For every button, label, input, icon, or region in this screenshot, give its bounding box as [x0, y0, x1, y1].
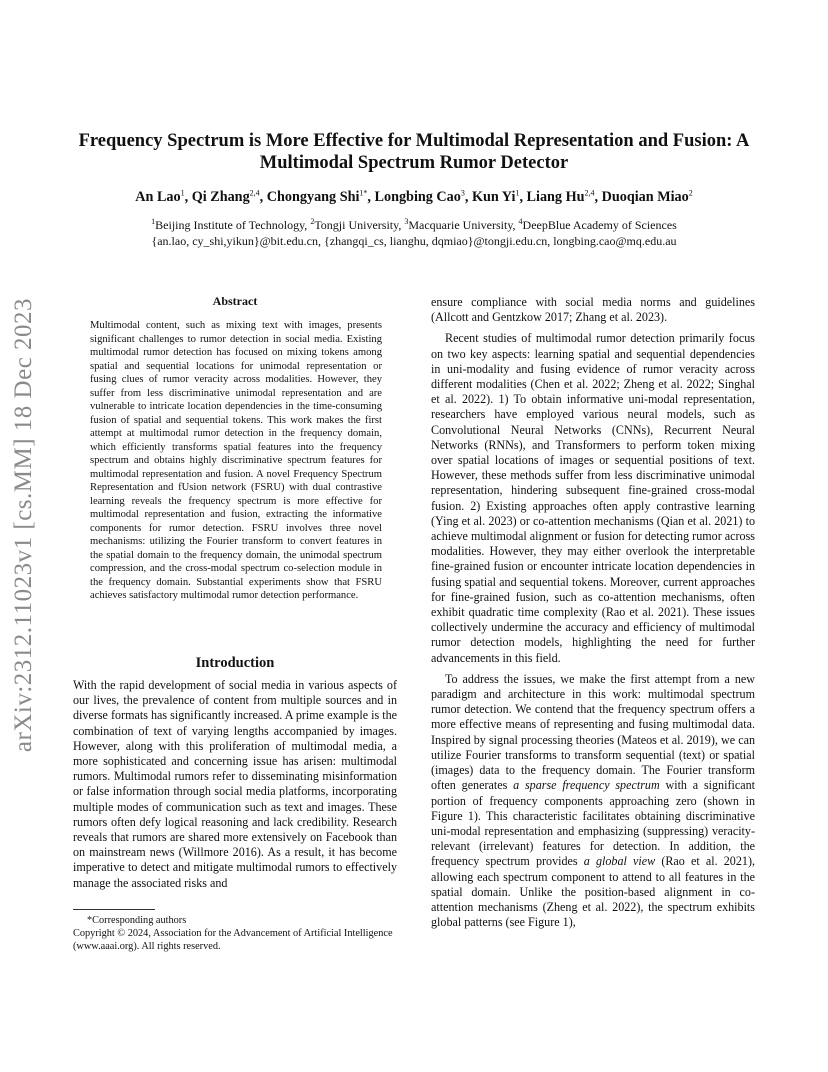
- author-name: Qi Zhang$^{2,4}$: [191, 188, 260, 205]
- author-name: Kun Yi$^1$: [471, 188, 520, 205]
- author-affiliation-mark: 3: [460, 188, 465, 198]
- author-list: An Lao$^1$, Qi Zhang$^{2,4}$, Chongyang Shi$^{1*}$, Longbing Cao$^3$, Kun Yi$^1$, Liang Hu$^{2,4}$, Duoqian Miao$^2$: [135, 188, 693, 205]
- para3-part-b: with a significant portion of frequency components approaching zero (shown in Figure 1). This characteristic facilitates obtaining discriminative uni-modal representation and emphasizing (suppressing) veracity-relevant (irrelevant) features for detection. In addition, the frequency spectrum provides: [431, 778, 755, 869]
- author-affiliation-mark: 2,4: [584, 188, 595, 198]
- author-affiliation-mark: 2: [688, 188, 693, 198]
- introduction-heading: Introduction: [195, 655, 275, 671]
- author-affiliation-mark: 1: [515, 188, 520, 198]
- author-name: An Lao$^1$: [135, 188, 185, 205]
- arxiv-identifier: arXiv:2312.11023v1 [cs.MM] 18 Dec 2023: [10, 297, 37, 753]
- para3-part-c: (Rao et al. 2021), allowing each spectrum component to attend to all features in the spatial domain. Unlike the position-based alignment in co-attention mechanisms (Zheng et al. 2022), the spectrum exhibits global patterns (see Figure 1),: [431, 854, 755, 930]
- affiliation-name: Macquarie University,: [408, 218, 519, 232]
- affiliations: [60, 217, 768, 249]
- author-affiliation-mark: 1*: [359, 188, 368, 198]
- email-line: {an.lao, cy_shi,yikun}@bit.edu.cn, {zhangqi_cs, lianghu, dqmiao}@tongji.edu.cn, longbing.cao@mq.edu.au: [151, 234, 677, 248]
- footnote-area: [73, 914, 397, 953]
- author-affiliation-mark: 1: [180, 188, 185, 198]
- affiliation-mark: 2: [310, 217, 315, 226]
- author-name: Liang Hu$^{2,4}$: [526, 188, 595, 205]
- affiliation-mark: 3: [404, 217, 409, 226]
- right-column: [431, 295, 755, 930]
- right-paragraph-2: Recent studies of multimodal rumor detection primarily focus on two key aspects: learning spatial and sequential dependencies in uni-modality and fusing evidence of rumor veracity across different modalities (Chen et al. 2022; Zheng et al. 2022; Singhal et al. 2022). 1) To obtain informative uni-modal representation, researchers have employed various neural models, such as Convolutional Neural Networks (CNNs), Recurrent Neural Networks (RNNs), and Transformers to perform token mixing over spatial locations of images or sequential positions of text. However, these methods suffer from less discriminative unimodal representation, hindering subsequent fine-grained cross-modal fusion. 2) Existing approaches often apply contrastive learning (Ying et al. 2023) or co-attention mechanisms (Qian et al. 2021) to achieve multimodal alignment or fusion for detecting rumor across modalities. However, they may either overlook the interpretable fine-grained fusion or encounter intricate location dependencies in fusing spatial and sequential tokens. Moreover, current approaches for fine-grained fusion, such as co-attention mechanisms, often exhibit quadratic time complexity (Rao et al. 2021). These issues collectively undermine the accuracy and efficiency of multimodal rumor detection models, highlighting the need for further advancements in this field.: [431, 331, 755, 665]
- para3-part-a: To address the issues, we make the first attempt from a new paradigm and architecture in this work: multimodal spectrum rumor detection. We contend that the frequency spectrum offers a more effective means of representing and fusing multimodal data. Inspired by signal processing theories (Mateos et al. 2019), we can utilize Fourier transforms to transform sequential (text) or spatial (images) data to the frequency domain. The Fourier transform often generates: [431, 671, 755, 793]
- paper-title: Frequency Spectrum is More Effective for Multimodal Representation and Fusion: A Multimodal Spectrum Rumor Detector: [78, 131, 750, 173]
- affiliation-name: DeepBlue Academy of Sciences: [522, 218, 677, 232]
- author-name: Longbing Cao$^3$: [374, 188, 465, 205]
- author-affiliation-mark: 2,4: [249, 188, 260, 198]
- right-paragraph-3: [431, 672, 755, 930]
- introduction-paragraph: [73, 678, 397, 891]
- affiliation-line: [60, 217, 768, 233]
- author-name: Duoqian Miao$^2$: [601, 188, 693, 205]
- affiliation-mark: 1: [151, 217, 156, 226]
- copyright-notice: Copyright © 2024, Association for the Advancement of Artificial Intelligence (www.aaai.org). All rights reserved.: [73, 928, 393, 952]
- abstract-heading: Abstract: [212, 294, 258, 308]
- abstract-text: Multimodal content, such as mixing text with images, presents significant challenges to rumor detection in social media. Existing multimodal rumor detection has focused on mixing tokens among spatial and sequential locations for unimodal representation or fusing clues of rumor veracity across modalities. However, they suffer from less discriminative unimodal representation and are vulnerable to intricate location dependencies in the time-consuming fusion of spatial and sequential tokens. This work makes the first attempt at multimodal rumor detection in the frequency domain, which efficiently transforms spatial features into the frequency spectrum and obtains highly discriminative spectrum features for multimodal representation and fusion. A novel Frequency Spectrum Representation and fUsion network (FSRU) with dual contrastive learning reveals the frequency spectrum is more effective for multimodal representation and fusion, extracting the informative components for rumor detection. FSRU involves three novel mechanisms: utilizing the Fourier transform to convert features in the spatial domain to the frequency domain, the unimodal spectrum compression, and the cross-modal spectrum co-selection module in the frequency domain. Substantial experiments show that FSRU achieves satisfactory multimodal rumor detection performance.: [90, 320, 382, 601]
- para3-emphasis-sparse: a sparse frequency spectrum: [513, 778, 660, 793]
- right-paragraph-1: ensure compliance with social media norms and guidelines (Allcott and Gentzkow 2017; Zhang et al. 2023).: [431, 295, 755, 325]
- corresponding-footnote: *Corresponding authors: [87, 915, 187, 926]
- author-name: Chongyang Shi$^{1*}$: [266, 188, 368, 205]
- affiliation-mark: 4: [518, 217, 523, 226]
- affiliation-name: Tongji University,: [314, 218, 405, 232]
- footnote-rule: [73, 909, 155, 910]
- intro-text: With the rapid development of social media in various aspects of our lives, the prevalence of content from multiple sources and in diverse formats has significantly increased. A prime example is the combination of text of varying lengths accompanied by images. However, along with this proliferation of multimodal media, a more sophisticated and concerning issue has arisen: multimodal rumors. Multimodal rumors refer to disseminating misinformation or false information through social media platforms, incorporating multiple modes of communication such as text and images. These rumors often defy logical reasoning and lack credibility. Research reveals that rumors are shared more extensively on Facebook than on mainstream news (Willmore 2016). As a result, it has become imperative to detect and mitigate multimodal rumors to effectively manage the associated risks and: [73, 678, 397, 890]
- para3-emphasis-global: a global view: [583, 854, 656, 869]
- affiliation-name: Beijing Institute of Technology,: [155, 218, 311, 232]
